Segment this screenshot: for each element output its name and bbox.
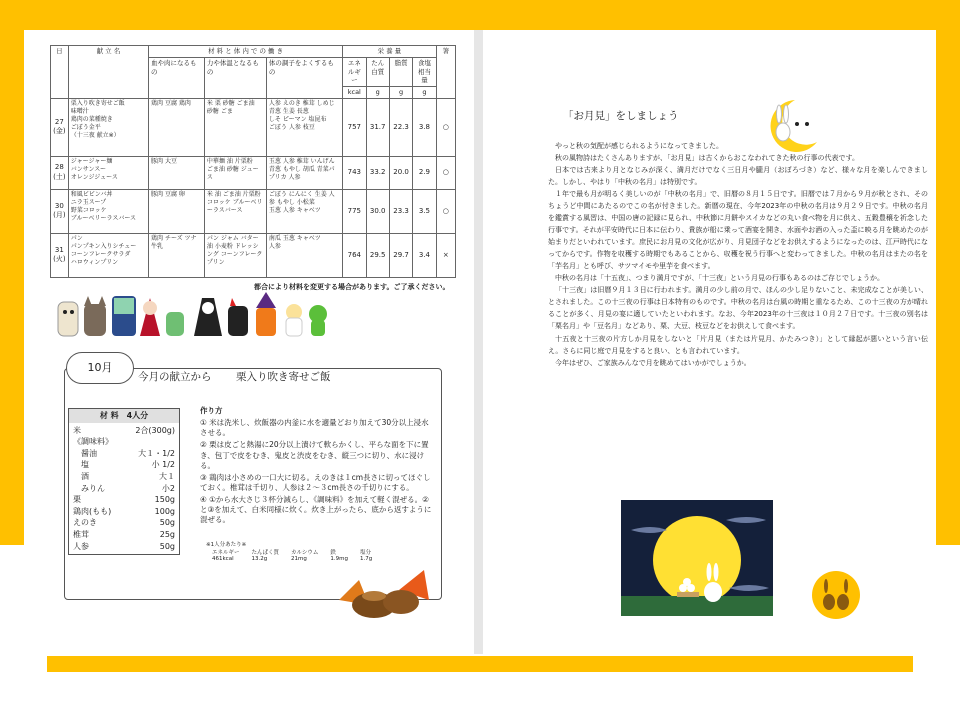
header-yellow-group: 力や体温となるもの (204, 57, 266, 98)
row-date (51, 233, 69, 277)
header-salt: 食塩相当量 (413, 57, 436, 86)
energy-value: 757 (343, 98, 366, 156)
green-ingredients: ごぼう にんにく 生姜 人参 もやし 小松菜 玉葱 人参 キャベツ (266, 189, 342, 233)
recipe-step: ④ ①から水大さじ３杯分減らし、《調味料》を加えて軽く混ぜる。②と③を加えて、白米同様に炊く。炊き上がったら、底から返すように混ぜる。 (200, 495, 432, 525)
ingredients-label: 材 料 (99, 411, 119, 420)
nutrition-value: 21mg (291, 556, 307, 562)
unit-g: g (389, 87, 412, 99)
yellow-ingredients: 米 栗 砂糖 ごま油 砂糖 ごま (204, 98, 266, 156)
ingredient-row (73, 471, 175, 483)
dish-names: パン パンプキン入りシチュー コーンフレークサラダ ハロウィンプリン (68, 233, 148, 277)
fat-value: 22.3 (389, 98, 412, 156)
header-day: 日 (51, 46, 69, 99)
yellow-ingredients: パン ジャム バター 油 小麦粉 ドレッシング コーンフレーク プリン (204, 233, 266, 277)
left-page (24, 30, 474, 654)
recipe-steps (200, 406, 434, 525)
ingredient-name: 醤油 (81, 448, 97, 458)
day-number: 27 (54, 117, 64, 126)
menu-row (51, 233, 456, 277)
tsukimi-title: 「お月見」をしましょう (563, 110, 679, 122)
ingredient-name: 椎茸 (73, 529, 89, 539)
ingredient-amount: 小2 (161, 483, 175, 493)
recipe-step: ① 米は洗米し、炊飯器の内釜に水を適量どおり加えて30分以上浸水させる。 (200, 418, 429, 438)
ingredient-name: 米 (73, 425, 81, 435)
salt-value: 3.5 (413, 189, 436, 233)
header-energy: エネルギー (343, 57, 366, 86)
frankenstein-icon (112, 296, 136, 336)
moon-rabbits-emblem-icon (811, 570, 861, 620)
dish-names: 栗入り吹き寄せご飯 味噌汁 鶏肉の菜種焼き ごぼう金平 （十三夜 献立※） (68, 98, 148, 156)
chestnut-icon (383, 590, 419, 614)
zombie-icon (166, 312, 184, 336)
header-green-group: 体の調子をよくするもの (266, 57, 342, 98)
fat-value: 29.7 (389, 233, 412, 277)
left-border-band (0, 30, 24, 545)
tsukimi-article (548, 140, 928, 369)
ingredient-name: 酒 (81, 471, 89, 481)
ingredient-amount: 50g (159, 518, 175, 528)
header-chopsticks: 箸 (436, 46, 455, 99)
day-number: 28 (54, 163, 64, 172)
menu-row (51, 98, 456, 156)
witch-icon (256, 292, 276, 336)
ingredient-amount: 大１ (159, 471, 175, 481)
header-dish: 献 立 名 (68, 46, 148, 99)
menu-row (51, 189, 456, 233)
unit-g: g (413, 87, 436, 99)
nutrition-label: エネルギー (212, 550, 240, 556)
dish-names: 和風ビビンバ丼 ニラ玉スープ 野菜コロッケ ブルーベリーラスバース (68, 189, 148, 233)
nutrition-value: 1.7g (359, 556, 373, 562)
row-date (51, 189, 69, 233)
header-protein: たん白質 (366, 57, 389, 86)
chopsticks-mark: ○ (436, 156, 455, 189)
page-gutter (474, 30, 483, 654)
ingredient-name: 栗 (73, 495, 81, 505)
halloween-characters-illustration (54, 292, 354, 342)
ingredient-name: 塩 (81, 460, 89, 470)
protein-value: 33.2 (366, 156, 389, 189)
article-paragraph: 中秋の名月は「十五夜」、つまり満月ですが、「十三夜」という月見の行事もあるのはご存じでしょうか。 (555, 274, 884, 283)
header-red-group: 血や肉になるもの (149, 57, 205, 98)
angel-icon (286, 304, 302, 336)
chopsticks-mark: ○ (436, 98, 455, 156)
fat-value: 23.3 (389, 189, 412, 233)
right-border-band (936, 30, 960, 545)
ingredient-name: みりん (81, 483, 105, 493)
recipe-month-badge: 10月 (66, 352, 134, 384)
top-border-band (0, 0, 960, 30)
nutrition-label: 鉄 (330, 550, 336, 556)
ingredient-name: 《調味料》 (73, 437, 113, 447)
green-ingredients: 人参 えのき 椎茸 しめじ 青葱 生姜 長葱 しそ ピーマン 塩昆布 ごぼう 人参 枝豆 (266, 98, 342, 156)
row-date (51, 98, 69, 156)
ingredient-amount: 2合(300g) (135, 425, 175, 435)
ingredient-row (73, 529, 175, 541)
red-ingredients: 豚肉 豆腐 卵 (149, 189, 205, 233)
mummy-icon (58, 302, 78, 336)
ingredient-row (73, 494, 175, 506)
nutrition-label: カルシウム (291, 550, 319, 556)
article-paragraph: 秋の風物詩はたくさんありますが、「お月見」は古くからおこなわれてきた秋の行事の代表です。 (555, 154, 859, 163)
full-moon-icon (653, 516, 741, 604)
bottom-border-band (47, 656, 913, 672)
ingredient-row (73, 517, 175, 529)
nutrition-label: たんぱく質 (251, 550, 280, 556)
protein-value: 30.0 (366, 189, 389, 233)
salt-value: 3.8 (413, 98, 436, 156)
weekday: (火) (53, 255, 66, 264)
moon-viewing-illustration (621, 500, 773, 616)
werewolf-icon (84, 296, 106, 336)
nutrition-value: 1.9mg (330, 556, 348, 562)
article-paragraph: 日本では古来より月となじみが深く、満月だけでなく三日月や朧月（おぼろづき）など、様々な月を楽しんできました。しかし、やはり「中秋の名月」は特別です。 (548, 166, 928, 187)
article-paragraph: １年で最も月が明るく美しいのが「中秋の名月」で、旧暦の８月１５日です。旧暦では７月から９月が秋とされ、そのちょうど中間にあたるのでこの名が付きました。新暦の現在、今年2023年の中秋の名月は９月２９日です。中秋の名月を鑑賞する風習は、中国の唐の記録に見られ、中秋節に月餅やスイカなどの丸い食べ物を月に供え、五穀豊穣を祈念した行事です。それが平安時代に日本に伝わり、貴族が船に乗って酒宴を開き、水面やお酒の入った盃に映る月を眺めたのが始まりだといわれています。庶民にお月見の文化が広がり、月見団子などをお供えするようになったのは、江戸時代になってからです。作物を収穫する時期でもあることから、収穫を祝う行事へと変わってきました。中秋の名月はまたの名を「芋名月」とも呼び、サツマイモや里芋を食べます。 (548, 190, 928, 271)
day-number: 31 (54, 245, 64, 254)
green-ingredients: 南瓜 玉葱 キャベツ 人参 (266, 233, 342, 277)
devil-icon (228, 298, 248, 336)
servings-label: 4人分 (126, 411, 149, 420)
dish-names: ジャージャー麺 バンサンスー オレンジジュース (68, 156, 148, 189)
steps-heading: 作り方 (200, 406, 223, 415)
ingredient-row (73, 459, 175, 471)
ingredient-row (73, 425, 175, 437)
salt-value: 3.4 (413, 233, 436, 277)
chopsticks-mark: ○ (436, 189, 455, 233)
weekday: (土) (53, 172, 66, 181)
right-page (483, 30, 936, 654)
header-ingredients: 材 料 と 体 内 で の 働 き (149, 46, 343, 58)
weekday: (月) (53, 211, 66, 220)
ingredient-name: 鶏肉(もも) (73, 506, 112, 516)
recipe-heading: 今月の献立から (138, 371, 212, 383)
red-ingredients: 豚肉 大豆 (149, 156, 205, 189)
energy-value: 775 (343, 189, 366, 233)
ingredient-amount: 大１・1/2 (138, 448, 175, 458)
nutrition-label: 塩分 (359, 550, 371, 556)
goblin-icon (309, 305, 327, 336)
yellow-ingredients: 中華麺 油 片栗粉 ごま油 砂糖 ジュース (204, 156, 266, 189)
ingredient-row (73, 541, 175, 553)
weekday: (金) (53, 127, 66, 136)
yellow-ingredients: 米 油 ごま油 片栗粉 コロッケ ブルーベリーラスバース (204, 189, 266, 233)
menu-table (50, 45, 456, 278)
header-nutrition: 栄 養 量 (343, 46, 437, 58)
menu-row (51, 156, 456, 189)
reaper-icon (194, 298, 222, 336)
energy-value: 764 (343, 233, 366, 277)
ingredient-name: えのき (73, 518, 97, 528)
article-paragraph: 「十三夜」は旧暦９月１３日に行われます。満月の少し前の月で、ほんの少し足りないこと、未完成なことが美しい、とされました。この十三夜の行事は日本特有のものです。中秋の名月は台風の時期と重なるため、この十三夜の方が晴れることが多く、月見の宴に適していたといわれます。なお、今年2023年の十三夜は１０月２７日です。十三夜の別名は「栗名月」や「豆名月」などあり、栗、大豆、枝豆などをお供えして食べます。 (548, 286, 928, 331)
ingredient-row (73, 506, 175, 518)
fat-value: 20.0 (389, 156, 412, 189)
ingredient-amount: 150g (154, 495, 175, 505)
article-paragraph: 十五夜と十三夜の片方しか月見をしないと「片月見（または片見月、かたみつき）」として縁起が悪いという言い伝え。さらに同じ庭で月見をすると良い、とも言われています。 (548, 334, 928, 355)
energy-value: 743 (343, 156, 366, 189)
recipe-nutrition (206, 540, 378, 562)
red-ingredients: 鶏肉 チーズ ツナ 牛乳 (149, 233, 205, 277)
recipe-step: ② 栗は皮ごと熱湯に20分以上漬けて軟らかくし、平らな面を下に置き、包丁で皮をむき、鬼皮と渋皮をむき、縦三つに切り、水に浸ける。 (200, 440, 429, 470)
header-fat: 脂質 (389, 57, 412, 86)
protein-value: 29.5 (366, 233, 389, 277)
article-paragraph: 今年はぜひ、ご家族みんなで月を眺めてはいかがでしょうか。 (555, 358, 751, 367)
menu-change-notice: 都合により材料を変更する場合があります。ご了承ください。 (254, 283, 450, 291)
ingredient-amount: 25g (159, 529, 175, 539)
red-ingredients: 鶏肉 豆腐 鶏肉 (149, 98, 205, 156)
ingredient-row (73, 483, 175, 495)
nutrition-value: 461kcal (212, 556, 234, 562)
row-date (51, 156, 69, 189)
unit-g: g (366, 87, 389, 99)
ingredients-header (69, 409, 179, 423)
ingredient-amount: 50g (159, 541, 175, 551)
ingredient-amount: 100g (154, 506, 175, 516)
nutrition-note: ※1人分あたり※ (206, 542, 247, 548)
recipe-dish-name: 栗入り吹き寄せご飯 (236, 371, 331, 383)
ingredient-row (73, 436, 175, 448)
ingredient-row (73, 448, 175, 460)
ingredient-amount: 小 1/2 (151, 460, 175, 470)
green-ingredients: 玉葱 人参 椎茸 いんげん 青葱 もやし 胡瓜 青菜パプリカ 人参 (266, 156, 342, 189)
vampire-icon (140, 298, 160, 336)
chestnut-illustration (329, 560, 434, 620)
nutrition-value: 13.2g (251, 556, 268, 562)
unit-kcal: kcal (343, 87, 366, 99)
ingredient-name: 人参 (73, 541, 89, 551)
salt-value: 2.9 (413, 156, 436, 189)
article-paragraph: やっと秋の気配が感じられるようになってきました。 (555, 142, 723, 150)
recipe-step: ③ 鶏肉は小さめの一口大に切る。えのきは１cm長さに切ってほぐしておく。椎茸は千切り、人参は２〜３cm長さの千切りにする。 (200, 472, 431, 492)
chopsticks-mark: × (436, 233, 455, 277)
day-number: 30 (54, 201, 64, 210)
ingredients-box (68, 408, 180, 555)
protein-value: 31.7 (366, 98, 389, 156)
